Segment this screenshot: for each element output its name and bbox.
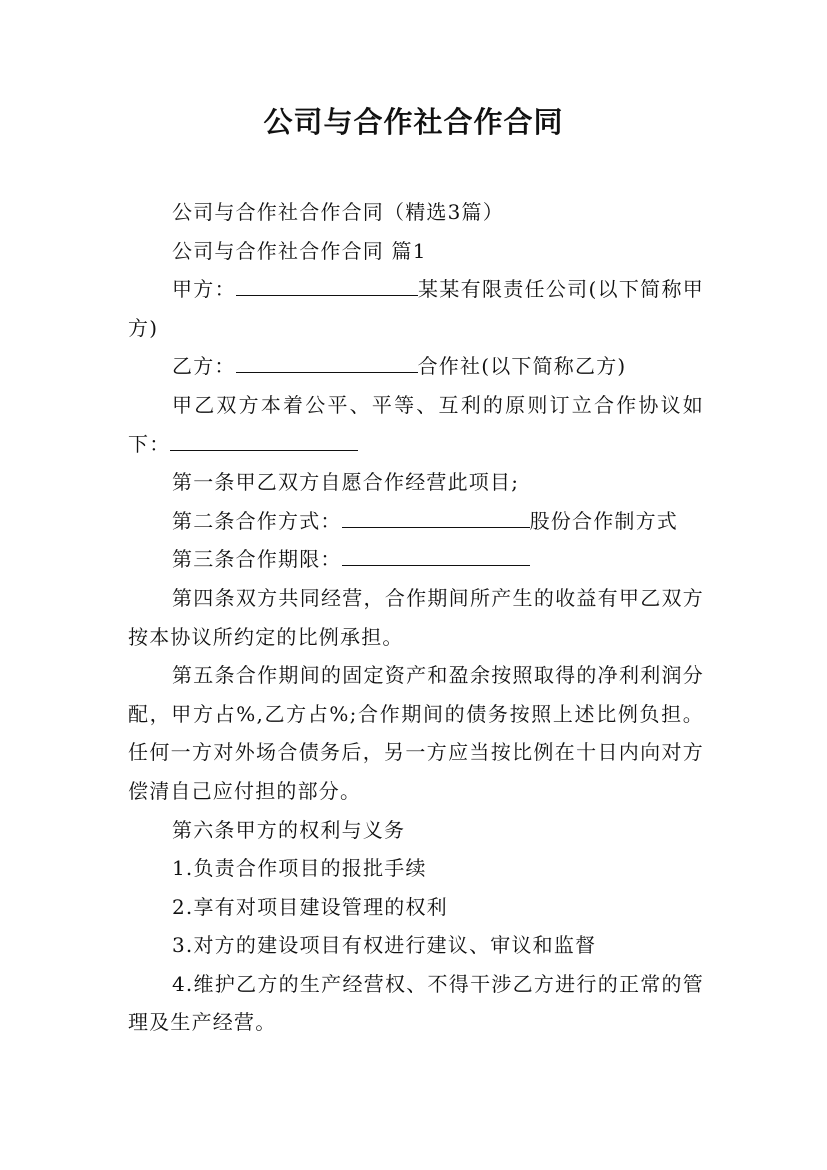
article-2-blank — [342, 511, 530, 528]
article-2 — [128, 502, 704, 541]
list-item: 2.享有对项目建设管理的权利 — [172, 894, 448, 919]
article-6: 第六条甲方的权利与义务 — [172, 817, 406, 842]
list-item: 1.负责合作项目的报批手续 — [172, 856, 427, 881]
intro-line — [128, 386, 704, 463]
list-item: 3.对方的建设项目有权进行建议、审议和监督 — [172, 933, 597, 958]
intro-text: 甲乙双方本着公平、平等、互利的原则订立合作协议如下： — [128, 392, 704, 456]
list-item: 4.维护乙方的生产经营权、不得干涉乙方进行的正常的管理及生产经营。 — [128, 971, 704, 1035]
party-b-blank — [236, 356, 418, 373]
party-b-label: 乙方： — [172, 354, 236, 379]
party-a-label: 甲方： — [172, 277, 236, 302]
article-2-label: 第二条合作方式： — [172, 508, 342, 533]
document-title: 公司与合作社合作合同 — [263, 105, 564, 139]
party-a-suffix: 某某有限责任公司(以下简称甲方) — [128, 277, 704, 340]
party-a-line — [128, 270, 704, 347]
article-4: 第四条双方共同经营，合作期间所产生的收益有甲乙双方按本协议所约定的比例承担。 — [128, 585, 704, 649]
article-3-label: 第三条合作期限： — [172, 547, 342, 572]
article-2-suffix: 股份合作制方式 — [529, 508, 679, 533]
article-3-blank — [342, 549, 530, 566]
section-heading: 公司与合作社合作合同 篇1 — [172, 238, 427, 263]
party-a-blank — [236, 279, 418, 296]
article-1: 第一条甲乙双方自愿合作经营此项目; — [172, 470, 520, 495]
document-body — [128, 193, 704, 1042]
intro-blank — [170, 434, 358, 451]
article-5: 第五条合作期间的固定资产和盈余按照取得的净利利润分配，甲方占%,乙方占%;合作期间的债务按照上述比例负担。任何一方对外场合债务后，另一方应当按比例在十日内向对方偿清自己应付担的部分。 — [128, 663, 704, 803]
document-subtitle: 公司与合作社合作合同（精选3篇） — [172, 200, 504, 224]
party-b-suffix: 合作社(以下简称乙方) — [417, 354, 627, 379]
party-b-line — [128, 347, 704, 386]
article-3 — [128, 540, 704, 579]
